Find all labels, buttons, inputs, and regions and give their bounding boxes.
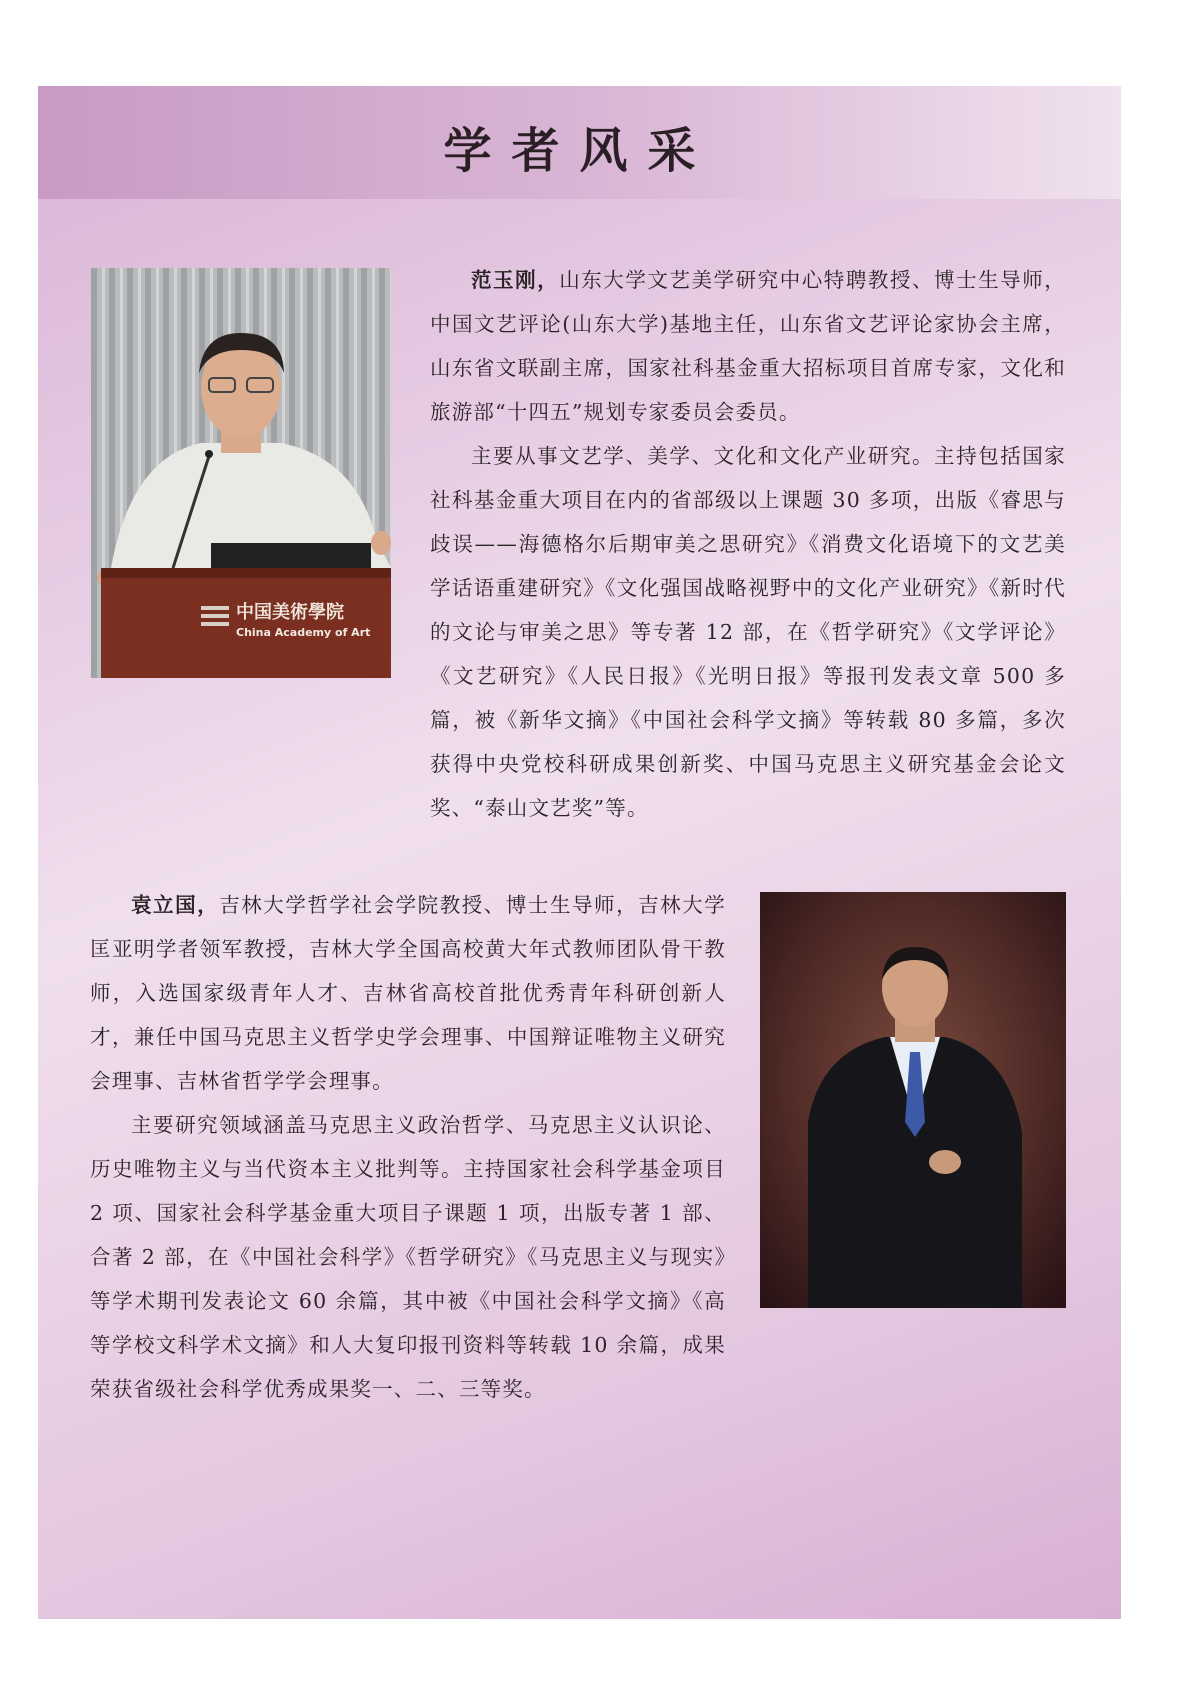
scholar1-intro-text: 山东大学文艺美学研究中心特聘教授、博士生导师，中国文艺评论(山东大学)基地主任，山东省文艺评论家协会主席，山东省文联副主席，国家社科基金重大招标项目首席专家，文化和旅游部“十四五”规划专家委员会委员。 [430,268,1066,424]
podium-sign-cn: 中国美術學院 [236,602,344,623]
content-panel [38,86,1121,1619]
scholar1-name: 范玉刚， [471,268,560,292]
scholar2-bio [90,883,726,1411]
scholar2-intro [90,883,726,1103]
podium-sign-en: China Academy of Art [236,626,371,639]
scholar1-intro [430,258,1066,434]
scholar2-intro-text: 吉林大学哲学社会学院教授、博士生导师，吉林大学匡亚明学者领军教授，吉林大学全国高校黄大年式教师团队骨干教师，入选国家级青年人才、吉林省高校首批优秀青年科研创新人才，兼任中国马克思主义哲学史学会理事、中国辩证唯物主义研究会理事、吉林省哲学学会理事。 [90,893,726,1093]
scholar2-research: 主要研究领域涵盖马克思主义政治哲学、马克思主义认识论、历史唯物主义与当代资本主义批判等。主持国家社会科学基金项目 2 项、国家社会科学基金重大项目子课题 1 项，出版专著 1 部、合著 2 部，在《中国社会科学》《哲学研究》《马克思主义与现实》等学术期刊发表论文 60 余篇，其中被《中国社会科学文摘》《高等学校文科学术文摘》和人大复印报刊资料等转载 10 余篇，成果荣获省级社会科学优秀成果奖一、二、三等奖。 [90,1113,726,1401]
scholar1-photo [91,268,391,678]
scholar2-name: 袁立国， [131,893,220,917]
scholar1-bio [430,258,1066,830]
scholar1-research: 主要从事文艺学、美学、文化和文化产业研究。主持包括国家社科基金重大项目在内的省部级以上课题 30 多项，出版《睿思与歧误——海德格尔后期审美之思研究》《消费文化语境下的文艺美学话语重建研究》《文化强国战略视野中的文化产业研究》《新时代的文论与审美之思》等专著 12 部，在《哲学研究》《文学评论》《文艺研究》《人民日报》《光明日报》等报刊发表文章 500 多篇，被《新华文摘》《中国社会科学文摘》等转载 80 多篇，多次获得中央党校科研成果创新奖、中国马克思主义研究基金会论文奖、“泰山文艺奖”等。 [430,444,1066,820]
header-band [38,86,1121,199]
page-title: 学者风采 [443,123,716,179]
scholar2-photo [760,892,1066,1308]
